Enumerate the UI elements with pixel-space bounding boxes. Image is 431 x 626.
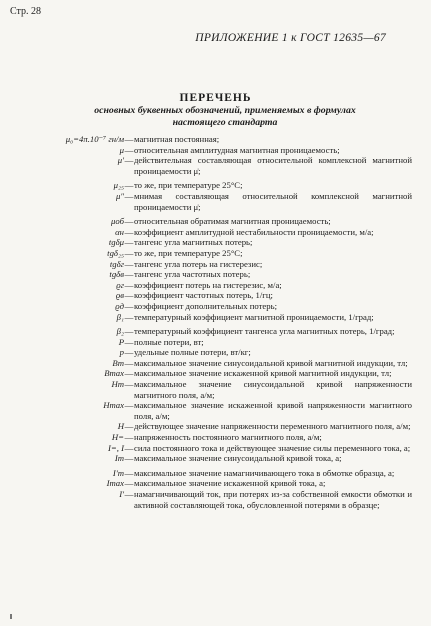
list-item: μоб — относительная обратимая магнитная проницаемость; [12, 216, 412, 227]
symbol: Hmax [103, 400, 124, 411]
symbol: tgδμ [108, 237, 124, 248]
symbol: tgδ₂₅ [107, 247, 124, 258]
definition: магнитная постоянная; [134, 134, 220, 144]
symbol: αн [115, 226, 124, 237]
definition: тангенс угла магнитных потерь; [134, 237, 253, 248]
list-item: Hmax — максимальное значение искаженной кривой напряженности магнитного поля, а/м; [12, 400, 412, 421]
symbol: I=, I [108, 442, 124, 453]
list-item: Bm — максимальное значение синусоидальной кривой магнитной индукции, тл; [12, 358, 412, 369]
definition: коэффициент частотных потерь, 1/гц; [134, 290, 273, 301]
symbol: Bm [112, 357, 124, 368]
symbol: β₁ [116, 311, 124, 322]
symbol: I′ [119, 489, 124, 499]
symbol: tgδв [109, 269, 124, 280]
symbol: Imax [106, 478, 124, 489]
definition: полные потери, вт; [134, 336, 204, 347]
symbol-list [12, 134, 412, 510]
definition: максимальное значение искаженной кривой тока, а; [134, 478, 326, 489]
definition: максимальное значение искаженной кривой магнитной индукции, тл; [134, 368, 392, 379]
symbol: Bmax [104, 368, 124, 379]
list-item: β₁ — температурный коэффициент магнитной проницаемости, 1/град; [12, 312, 412, 323]
list-item: ϱд — коэффициент дополнительных потерь; [12, 301, 412, 312]
symbol: P [118, 336, 124, 347]
list-item: p — удельные полные потери, вт/кг; [12, 347, 412, 358]
symbol: H [117, 421, 124, 432]
symbol: tgδг [109, 258, 124, 269]
symbol: p [119, 347, 124, 358]
definition: максимальное значение намагничивающего тока в обмотке образца, а; [134, 467, 395, 478]
symbol: H= [111, 432, 124, 443]
symbol: Hm [111, 379, 124, 390]
symbol: μ″ [116, 190, 124, 201]
list-item: tgδ₂₅ — то же, при температуре 25°С; [12, 248, 412, 259]
definition: намагничивающий ток, при потерях из-за собственной емкости обмотки и активной составляющей тока, обусловленной потерями в образце; [134, 489, 412, 510]
list-item: I′m — максимальное значение намагничивающего тока в обмотке образца, а; [12, 468, 412, 479]
definition: напряженность постоянного магнитного поля, а/м; [134, 432, 322, 443]
definition: коэффициент потерь на гистерезис, м/а; [134, 279, 282, 290]
list-item: μ₀=4π.10⁻⁷ гн/м — магнитная постоянная; [12, 134, 412, 145]
list-item: ϱг — коэффициент потерь на гистерезис, м/а; [12, 280, 412, 291]
definition: тангенс угла потерь на гистерезис; [134, 258, 263, 269]
definition: то же, при температуре 25°С; [134, 247, 243, 258]
symbol: μ′ [117, 155, 124, 166]
list-item: μ₂₅ — то же, при температуре 25°С; [12, 180, 412, 191]
definition: коэффициент дополнительных потерь; [134, 300, 278, 311]
definition: сила постоянного тока и действующее значение силы переменного тока, а; [134, 442, 411, 453]
list-item: Hm — максимальное значение синусоидальной кривой напряженности магнитного поля, а/м; [12, 379, 412, 400]
symbol: μ₂₅ [113, 180, 124, 191]
document-subtitle: основных буквенных обозначений, применяемых в формулах настоящего стандарта [94, 105, 356, 128]
definition: температурный коэффициент тангенса угла магнитных потерь, 1/град; [134, 326, 395, 337]
list-item: Bmax — максимальное значение искаженной кривой магнитной индукции, тл; [12, 368, 412, 379]
symbol: μоб [111, 216, 124, 227]
appendix-header: ПРИЛОЖЕНИЕ 1 к ГОСТ 12635—67 [195, 32, 386, 44]
definition: тангенс угла частотных потерь; [134, 269, 251, 280]
symbol: μ₀=4π.10⁻⁷ гн/м [65, 134, 124, 144]
definition: действительная составляющая относительной комплексной магнитной проницаемости μ̇; [134, 155, 412, 176]
definition: удельные полные потери, вт/кг; [134, 347, 251, 358]
list-item: β₂ — температурный коэффициент тангенса угла магнитных потерь, 1/град; [12, 326, 412, 337]
list-item: H — действующее значение напряженности переменного магнитного поля, а/м; [12, 421, 412, 432]
list-item: I′ — намагничивающий ток, при потерях из-за собственной емкости обмотки и активной составляющей тока, обусловленной потерями в образце; [12, 489, 412, 510]
list-item: Im — максимальное значение синусоидальной кривой тока, а; [12, 453, 412, 464]
symbol: I′m [112, 467, 124, 478]
definition: мнимая составляющая относительной комплексной магнитной проницаемости μ̇; [134, 190, 412, 212]
symbol: β₂ [116, 326, 124, 337]
list-item: μ′ — действительная составляющая относительной комплексной магнитной проницаемости μ̇; [12, 155, 412, 176]
list-item: μ — относительная амплитудная магнитная проницаемость; [12, 145, 412, 156]
symbol: ϱд [115, 300, 124, 311]
list-item: αн — коэффициент амплитудной нестабильности проницаемости, м/а; [12, 227, 412, 238]
definition: коэффициент амплитудной нестабильности проницаемости, м/а; [134, 226, 374, 237]
definition: относительная обратимая магнитная проницаемость; [134, 216, 331, 227]
list-item: tgδв — тангенс угла частотных потерь; [12, 269, 412, 280]
list-item: tgδг — тангенс угла потерь на гистерезис; [12, 259, 412, 270]
symbol: Im [114, 453, 124, 464]
definition: максимальное значение искаженной кривой напряженности магнитного поля, а/м; [134, 400, 412, 421]
list-item: μ″ — мнимая составляющая относительной комплексной магнитной проницаемости μ̇; [12, 191, 412, 212]
symbol: ϱв [115, 290, 124, 301]
list-item: I=, I — сила постоянного тока и действующее значение силы переменного тока, а; [12, 443, 412, 454]
definition: действующее значение напряженности переменного магнитного поля, а/м; [134, 421, 411, 432]
list-item: Imax — максимальное значение искаженной кривой тока, а; [12, 478, 412, 489]
list-item: P — полные потери, вт; [12, 337, 412, 348]
list-item: ϱв — коэффициент частотных потерь, 1/гц; [12, 290, 412, 301]
page-number: Стр. 28 [10, 6, 42, 17]
definition: относительная амплитудная магнитная проницаемость; [134, 144, 340, 155]
definition: максимальное значение синусоидальной кривой магнитной индукции, тл; [134, 357, 408, 368]
definition: то же, при температуре 25°С; [134, 180, 243, 191]
list-item: H= — напряженность постоянного магнитного поля, а/м; [12, 432, 412, 443]
symbol: μ [119, 144, 124, 155]
symbol: ϱг [116, 279, 124, 290]
list-item: tgδμ — тангенс угла магнитных потерь; [12, 237, 412, 248]
definition: максимальное значение синусоидальной кривой тока, а; [134, 453, 342, 464]
margin-mark [10, 614, 12, 619]
definition: температурный коэффициент магнитной проницаемости, 1/град; [134, 311, 374, 322]
document-title: ПЕРЕЧЕНЬ [179, 92, 252, 104]
definition: максимальное значение синусоидальной кривой напряженности магнитного поля, а/м; [134, 379, 412, 400]
